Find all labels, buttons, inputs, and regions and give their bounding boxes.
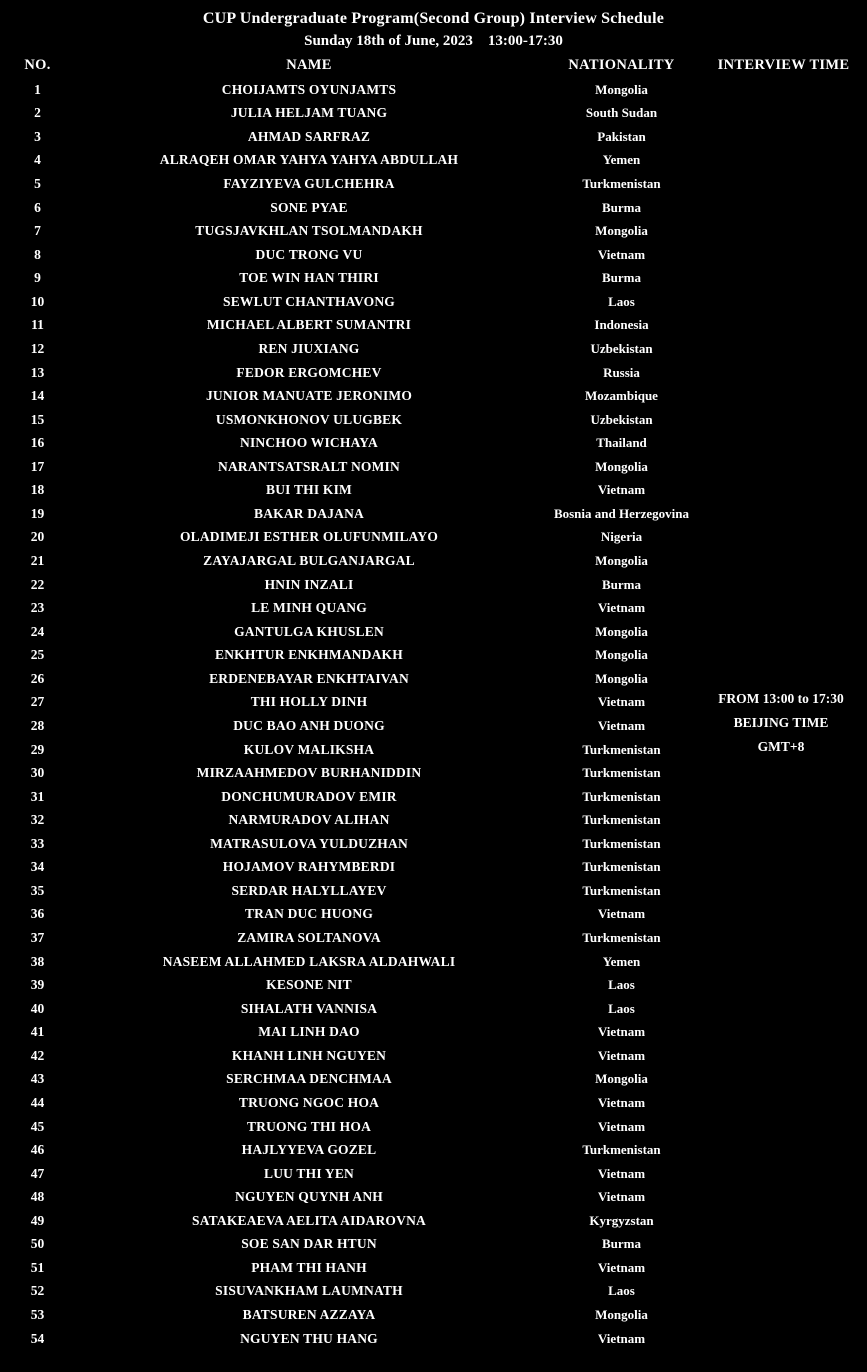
cell-nationality: Vietnam bbox=[597, 1165, 646, 1181]
cell-no: 9 bbox=[34, 270, 41, 286]
cell-no: 6 bbox=[34, 199, 41, 215]
column-header-name: NAME bbox=[286, 57, 332, 73]
cell-name: NGUYEN THU HANG bbox=[240, 1330, 378, 1346]
table-row bbox=[0, 361, 867, 385]
cell-name: NARANTSATSRALT NOMIN bbox=[218, 458, 400, 474]
cell-name: SISUVANKHAM LAUMNATH bbox=[215, 1283, 403, 1299]
cell-nationality: Mongolia bbox=[595, 1071, 648, 1087]
interview-time-note-line-3: GMT+8 bbox=[757, 739, 805, 754]
cell-nationality: Indonesia bbox=[594, 317, 649, 333]
table-row bbox=[0, 502, 867, 526]
table-row bbox=[0, 926, 867, 950]
cell-no: 25 bbox=[30, 647, 45, 663]
table-row bbox=[0, 1185, 867, 1209]
cell-name: AHMAD SARFRAZ bbox=[247, 128, 371, 144]
cell-nationality: Laos bbox=[608, 977, 635, 993]
cell-nationality: Burma bbox=[602, 1236, 641, 1252]
cell-name: THI HOLLY DINH bbox=[250, 694, 368, 710]
cell-nationality: Burma bbox=[602, 270, 641, 286]
cell-no: 28 bbox=[30, 717, 45, 733]
cell-name: ZAYAJARGAL BULGANJARGAL bbox=[203, 553, 415, 569]
cell-nationality: Vietnam bbox=[597, 694, 646, 710]
table-row bbox=[0, 1303, 867, 1327]
cell-nationality: Kyrgyzstan bbox=[589, 1212, 654, 1228]
cell-nationality: Vietnam bbox=[597, 1189, 646, 1205]
cell-name: MICHAEL ALBERT SUMANTRI bbox=[206, 317, 412, 333]
table-row bbox=[0, 644, 867, 668]
cell-no: 44 bbox=[30, 1094, 45, 1110]
cell-no: 50 bbox=[30, 1236, 45, 1252]
cell-nationality: Uzbekistan bbox=[590, 411, 653, 427]
column-header-no: NO. bbox=[24, 57, 51, 73]
cell-no: 3 bbox=[34, 128, 41, 144]
cell-no: 1 bbox=[34, 81, 41, 97]
cell-name: SERDAR HALYLLAYEV bbox=[231, 882, 387, 898]
cell-no: 5 bbox=[34, 176, 41, 192]
cell-nationality: Vietnam bbox=[597, 1024, 646, 1040]
cell-no: 11 bbox=[31, 317, 44, 333]
cell-nationality: Burma bbox=[602, 576, 641, 592]
cell-name: TRUONG THI HOA bbox=[246, 1118, 372, 1134]
cell-no: 51 bbox=[30, 1259, 45, 1275]
table-row bbox=[0, 102, 867, 126]
cell-name: NASEEM ALLAHMED LAKSRA ALDAHWALI bbox=[162, 953, 456, 969]
cell-nationality: Mongolia bbox=[595, 623, 648, 639]
cell-no: 36 bbox=[30, 906, 45, 922]
cell-nationality: Mozambique bbox=[585, 388, 658, 404]
cell-no: 38 bbox=[30, 953, 45, 969]
interview-time-note-line-1: FROM 13:00 to 17:30 bbox=[718, 691, 844, 706]
cell-no: 2 bbox=[34, 105, 41, 121]
cell-name: KESONE NIT bbox=[266, 977, 352, 993]
cell-no: 20 bbox=[30, 529, 45, 545]
cell-nationality: Vietnam bbox=[597, 1047, 646, 1063]
table-row bbox=[0, 1021, 867, 1045]
cell-name: LE MINH QUANG bbox=[251, 600, 367, 616]
table-row bbox=[0, 1091, 867, 1115]
cell-name: SEWLUT CHANTHAVONG bbox=[223, 293, 395, 309]
cell-no: 19 bbox=[30, 505, 45, 521]
cell-nationality: Mongolia bbox=[595, 553, 648, 569]
cell-name: NARMURADOV ALIHAN bbox=[228, 812, 390, 828]
table-row bbox=[0, 1044, 867, 1068]
cell-no: 18 bbox=[30, 482, 45, 498]
cell-nationality: South Sudan bbox=[585, 105, 658, 121]
cell-name: OLADIMEJI ESTHER OLUFUNMILAYO bbox=[179, 529, 439, 545]
table-row bbox=[0, 1280, 867, 1304]
cell-nationality: Mongolia bbox=[595, 1307, 648, 1323]
cell-name: SIHALATH VANNISA bbox=[240, 1000, 378, 1016]
cell-nationality: Vietnam bbox=[597, 482, 646, 498]
cell-name: ZAMIRA SOLTANOVA bbox=[237, 930, 381, 946]
cell-nationality: Vietnam bbox=[597, 600, 646, 616]
cell-name: TOE WIN HAN THIRI bbox=[239, 270, 379, 286]
table-row bbox=[0, 78, 867, 102]
cell-name: LUU THI YEN bbox=[264, 1165, 354, 1181]
cell-no: 8 bbox=[34, 246, 41, 262]
cell-name: NGUYEN QUYNH ANH bbox=[235, 1189, 383, 1205]
cell-name: FEDOR ERGOMCHEV bbox=[236, 364, 382, 380]
table-row bbox=[0, 314, 867, 338]
cell-nationality: Turkmenistan bbox=[582, 176, 661, 192]
cell-name: NINCHOO WICHAYA bbox=[240, 435, 378, 451]
table-row bbox=[0, 620, 867, 644]
cell-no: 30 bbox=[30, 765, 45, 781]
cell-no: 7 bbox=[34, 223, 41, 239]
cell-name: JULIA HELJAM TUANG bbox=[230, 105, 388, 121]
cell-nationality: Turkmenistan bbox=[582, 741, 661, 757]
cell-name: KULOV MALIKSHA bbox=[243, 741, 375, 757]
table-row bbox=[0, 431, 867, 455]
table-row bbox=[0, 243, 867, 267]
table-row bbox=[0, 856, 867, 880]
cell-name: BATSUREN AZZAYA bbox=[242, 1307, 376, 1323]
cell-nationality: Vietnam bbox=[597, 1094, 646, 1110]
table-row bbox=[0, 808, 867, 832]
table-row bbox=[0, 1068, 867, 1092]
table-row bbox=[0, 1115, 867, 1139]
cell-no: 34 bbox=[30, 859, 45, 875]
cell-nationality: Turkmenistan bbox=[582, 835, 661, 851]
cell-nationality: Mongolia bbox=[595, 670, 648, 686]
table-row bbox=[0, 1138, 867, 1162]
cell-no: 35 bbox=[30, 882, 45, 898]
cell-no: 40 bbox=[30, 1000, 45, 1016]
cell-name: TRAN DUC HUONG bbox=[244, 906, 374, 922]
cell-no: 4 bbox=[34, 152, 41, 168]
document-subtitle: Sunday 18th of June, 2023 13:00-17:30 bbox=[304, 33, 563, 49]
cell-no: 14 bbox=[30, 388, 45, 404]
table-row bbox=[0, 785, 867, 809]
cell-no: 21 bbox=[30, 553, 45, 569]
cell-no: 39 bbox=[30, 977, 45, 993]
cell-nationality: Mongolia bbox=[595, 223, 648, 239]
cell-name: MATRASULOVA YULDUZHAN bbox=[210, 835, 408, 851]
table-row bbox=[0, 290, 867, 314]
cell-no: 45 bbox=[30, 1118, 45, 1134]
table-row bbox=[0, 337, 867, 361]
cell-no: 46 bbox=[30, 1142, 45, 1158]
table-row bbox=[0, 408, 867, 432]
table-row bbox=[0, 573, 867, 597]
cell-nationality: Yemen bbox=[602, 953, 641, 969]
cell-no: 16 bbox=[30, 435, 45, 451]
cell-nationality: Laos bbox=[608, 1000, 635, 1016]
table-header bbox=[0, 53, 867, 78]
table-row bbox=[0, 1256, 867, 1280]
cell-nationality: Turkmenistan bbox=[582, 1142, 661, 1158]
cell-no: 12 bbox=[30, 340, 45, 356]
cell-name: DONCHUMURADOV EMIR bbox=[221, 788, 397, 804]
cell-no: 29 bbox=[30, 741, 45, 757]
cell-name: HNIN INZALI bbox=[264, 576, 354, 592]
table-row bbox=[0, 832, 867, 856]
cell-no: 37 bbox=[30, 930, 45, 946]
cell-nationality: Uzbekistan bbox=[590, 340, 653, 356]
cell-name: BUI THI KIM bbox=[266, 482, 352, 498]
cell-nationality: Thailand bbox=[596, 435, 647, 451]
table-row bbox=[0, 879, 867, 903]
cell-name: HAJLYYEVA GOZEL bbox=[241, 1142, 377, 1158]
cell-no: 42 bbox=[30, 1047, 45, 1063]
cell-nationality: Turkmenistan bbox=[582, 859, 661, 875]
column-header-nationality: NATIONALITY bbox=[568, 57, 675, 73]
cell-nationality: Mongolia bbox=[595, 458, 648, 474]
cell-no: 47 bbox=[30, 1165, 45, 1181]
cell-no: 13 bbox=[30, 364, 45, 380]
cell-name: TRUONG NGOC HOA bbox=[238, 1094, 380, 1110]
cell-nationality: Nigeria bbox=[600, 529, 643, 545]
table-row bbox=[0, 549, 867, 573]
table-row bbox=[0, 172, 867, 196]
cell-no: 43 bbox=[30, 1071, 45, 1087]
table-row bbox=[0, 1209, 867, 1233]
cell-name: DUC BAO ANH DUONG bbox=[233, 717, 385, 733]
cell-nationality: Turkmenistan bbox=[582, 765, 661, 781]
cell-name: CHOIJAMTS OYUNJAMTS bbox=[221, 81, 397, 97]
cell-name: FAYZIYEVA GULCHEHRA bbox=[223, 176, 395, 192]
cell-name: DUC TRONG VU bbox=[255, 246, 363, 262]
cell-no: 15 bbox=[30, 411, 45, 427]
cell-nationality: Laos bbox=[608, 293, 635, 309]
cell-nationality: Russia bbox=[603, 364, 640, 380]
cell-nationality: Vietnam bbox=[597, 717, 646, 733]
cell-nationality: Vietnam bbox=[597, 1118, 646, 1134]
cell-name: SERCHMAA DENCHMAA bbox=[226, 1071, 392, 1087]
cell-no: 54 bbox=[30, 1330, 45, 1346]
cell-nationality: Turkmenistan bbox=[582, 882, 661, 898]
cell-name: SATAKEAEVA AELITA AIDAROVNA bbox=[192, 1212, 426, 1228]
cell-nationality: Vietnam bbox=[597, 246, 646, 262]
cell-name: TUGSJAVKHLAN TSOLMANDAKH bbox=[195, 223, 423, 239]
cell-nationality: Vietnam bbox=[597, 1330, 646, 1346]
cell-nationality: Turkmenistan bbox=[582, 930, 661, 946]
table-row bbox=[0, 1233, 867, 1257]
table-row bbox=[0, 1327, 867, 1351]
cell-nationality: Vietnam bbox=[597, 906, 646, 922]
cell-nationality: Vietnam bbox=[597, 1259, 646, 1275]
cell-no: 53 bbox=[30, 1307, 45, 1323]
cell-no: 26 bbox=[30, 670, 45, 686]
cell-name: USMONKHONOV ULUGBEK bbox=[215, 411, 403, 427]
cell-name: ENKHTUR ENKHMANDAKH bbox=[215, 647, 403, 663]
column-header-interview-time: INTERVIEW TIME bbox=[717, 57, 850, 73]
cell-name: MAI LINH DAO bbox=[258, 1024, 360, 1040]
table-row bbox=[0, 973, 867, 997]
table-row bbox=[0, 1162, 867, 1186]
table-row bbox=[0, 196, 867, 220]
cell-name: JUNIOR MANUATE JERONIMO bbox=[205, 388, 413, 404]
document-title: CUP Undergraduate Program(Second Group) Interview Schedule bbox=[202, 10, 665, 27]
interview-time-note-line-2: BEIJING TIME bbox=[733, 715, 829, 730]
interview-time-note bbox=[700, 687, 862, 759]
cell-no: 24 bbox=[30, 623, 45, 639]
cell-name: SOE SAN DAR HTUN bbox=[241, 1236, 377, 1252]
cell-nationality: Bosnia and Herzegovina bbox=[553, 505, 690, 521]
cell-no: 31 bbox=[30, 788, 45, 804]
cell-name: KHANH LINH NGUYEN bbox=[231, 1047, 387, 1063]
cell-nationality: Turkmenistan bbox=[582, 812, 661, 828]
cell-no: 27 bbox=[30, 694, 45, 710]
cell-name: HOJAMOV RAHYMBERDI bbox=[222, 859, 396, 875]
table-row bbox=[0, 455, 867, 479]
cell-nationality: Yemen bbox=[602, 152, 641, 168]
cell-name: REN JIUXIANG bbox=[258, 340, 360, 356]
table-row bbox=[0, 149, 867, 173]
cell-name: MIRZAAHMEDOV BURHANIDDIN bbox=[196, 765, 422, 781]
cell-no: 48 bbox=[30, 1189, 45, 1205]
table-row bbox=[0, 125, 867, 149]
table-row bbox=[0, 267, 867, 291]
table-row bbox=[0, 997, 867, 1021]
table-row bbox=[0, 219, 867, 243]
cell-no: 10 bbox=[30, 293, 45, 309]
cell-no: 33 bbox=[30, 835, 45, 851]
cell-name: ERDENEBAYAR ENKHTAIVAN bbox=[209, 670, 409, 686]
table-row bbox=[0, 526, 867, 550]
cell-name: SONE PYAE bbox=[270, 199, 348, 215]
cell-name: BAKAR DAJANA bbox=[253, 505, 365, 521]
cell-name: PHAM THI HANH bbox=[251, 1259, 367, 1275]
cell-nationality: Laos bbox=[608, 1283, 635, 1299]
cell-no: 23 bbox=[30, 600, 45, 616]
cell-no: 22 bbox=[30, 576, 45, 592]
cell-nationality: Turkmenistan bbox=[582, 788, 661, 804]
table-row bbox=[0, 596, 867, 620]
cell-nationality: Mongolia bbox=[595, 81, 648, 97]
table-row bbox=[0, 479, 867, 503]
table-row bbox=[0, 903, 867, 927]
cell-nationality: Mongolia bbox=[595, 647, 648, 663]
cell-nationality: Pakistan bbox=[597, 128, 646, 144]
cell-no: 52 bbox=[30, 1283, 45, 1299]
cell-no: 17 bbox=[30, 458, 45, 474]
cell-no: 49 bbox=[30, 1212, 45, 1228]
cell-name: GANTULGA KHUSLEN bbox=[234, 623, 384, 639]
table-row bbox=[0, 384, 867, 408]
cell-nationality: Burma bbox=[602, 199, 641, 215]
table-row bbox=[0, 761, 867, 785]
cell-name: ALRAQEH OMAR YAHYA YAHYA ABDULLAH bbox=[159, 152, 459, 168]
cell-no: 32 bbox=[30, 812, 45, 828]
table-row bbox=[0, 950, 867, 974]
cell-no: 41 bbox=[30, 1024, 45, 1040]
